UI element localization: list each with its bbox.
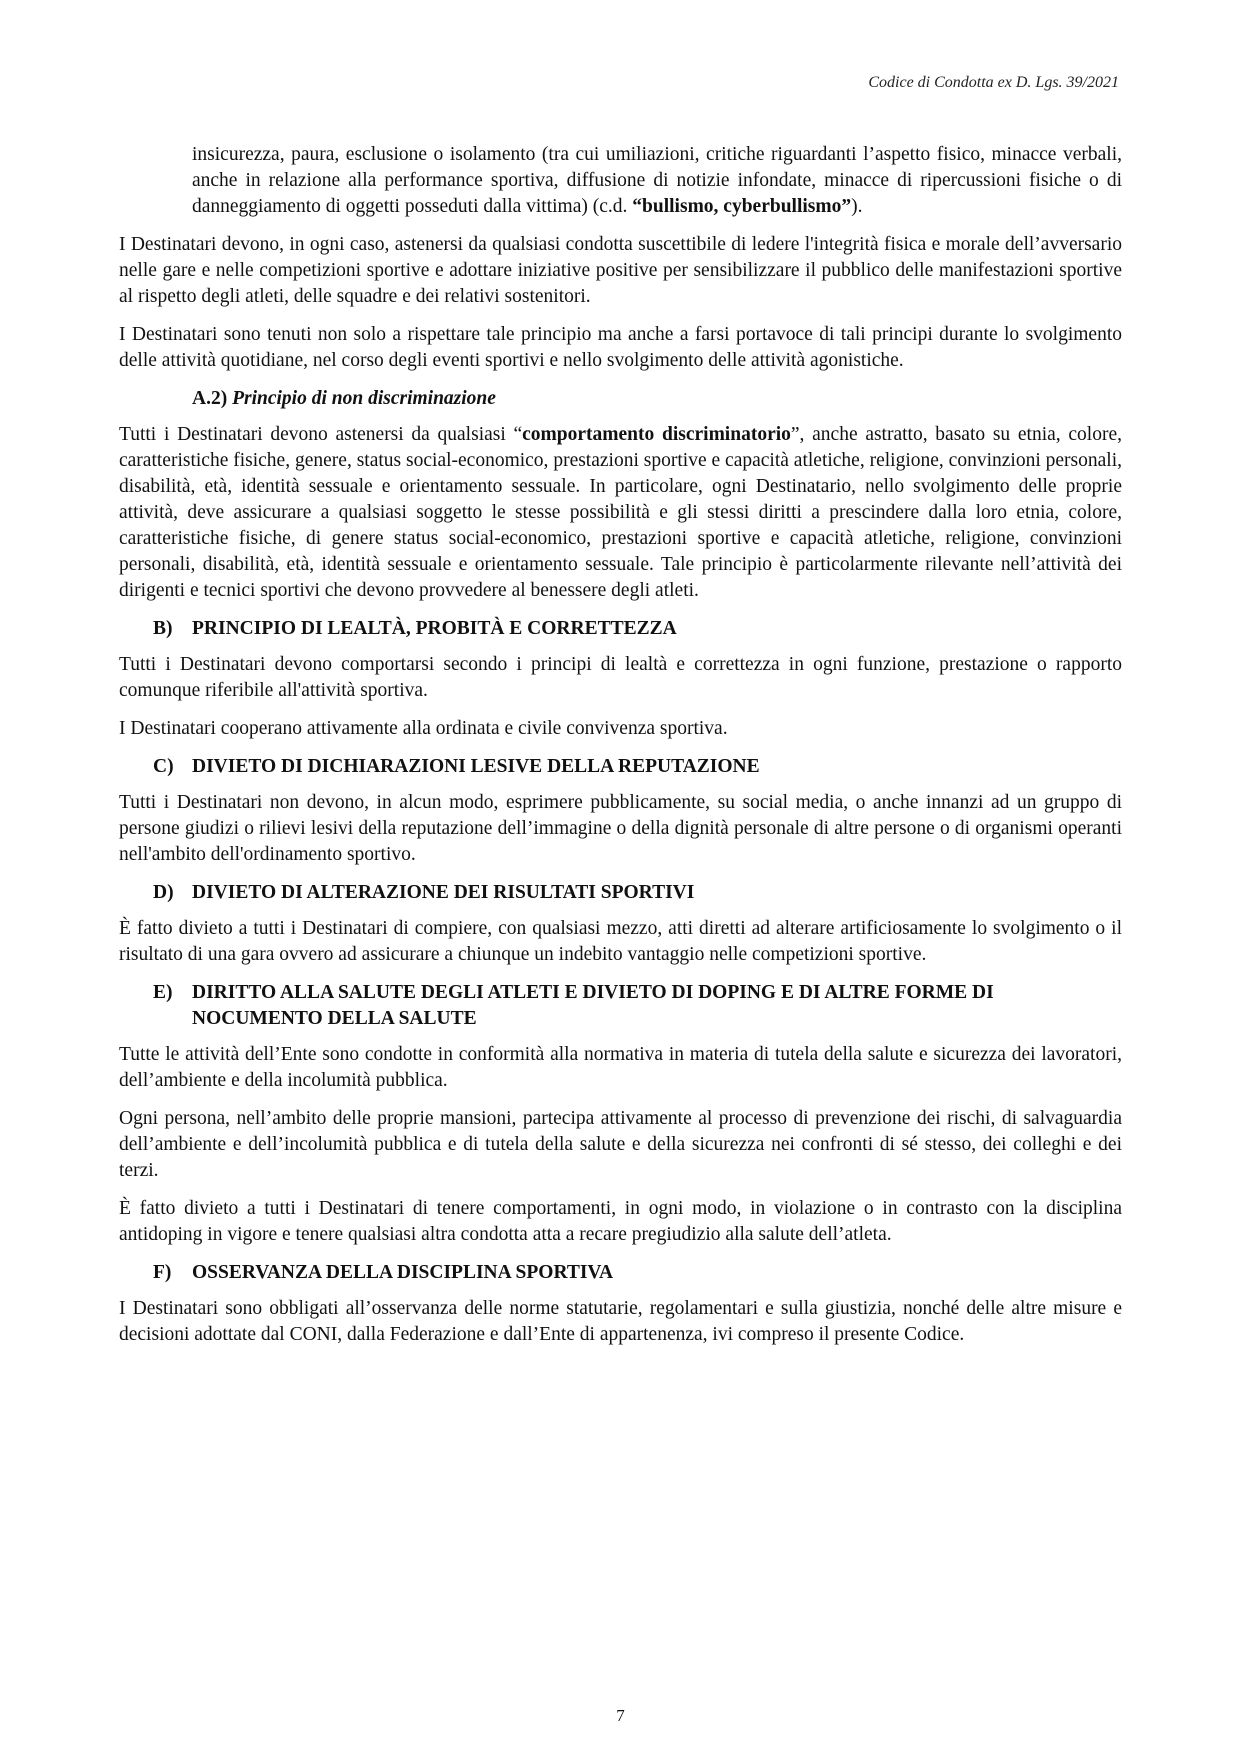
paragraph: Tutti i Destinatari devono astenersi da qualsiasi “comportamento discriminatorio”, anche astratto, basato su etnia, colore, caratteristiche fisiche, genere, status social-economico, prestazioni sportive e capacità atletiche, religione, convinzioni personali, disabilità, età, identità sessuale e orientamento sessuale. In particolare, ogni Destinatario, nello svolgimento delle proprie attività, deve assicurare a qualsiasi soggetto le stesse possibilità e gli stessi diritti a prescindere dalla loro etnia, colore, caratteristiche fisiche, di genere status social-economico, prestazioni sportive e capacità atletiche, religione, convinzioni personali, disabilità, età, identità sessuale e orientamento sessuale. Tale principio è particolarmente rilevante nell’attività dei dirigenti e tecnici sportivi che devono provvedere al benessere degli atleti. (119, 424, 1122, 601)
bullying-term: “bullismo, cyberbullismo” (632, 196, 852, 217)
section-title: PRINCIPIO DI LEALTÀ, PROBITÀ E CORRETTEZZA (192, 618, 677, 639)
discrimination-term: comportamento discriminatorio (522, 424, 791, 445)
section-title: DIRITTO ALLA SALUTE DEGLI ATLETI E DIVIETO DI DOPING E DI ALTRE FORME DI NOCUMENTO DELLA SALUTE (192, 982, 994, 1029)
continued-list-item: insicurezza, paura, esclusione o isolamento (tra cui umiliazioni, critiche riguardanti l’aspetto fisico, minacce verbali, anche in relazione alla performance sportiva, diffusione di notizie infondate, minacce di ripercussioni fisiche o di danneggiamento di oggetti posseduti dalla vittima) (c.d. “bullismo, cyberbullismo”). (192, 144, 1122, 217)
section-letter: F) (153, 1262, 172, 1283)
section-title: OSSERVANZA DELLA DISCIPLINA SPORTIVA (192, 1262, 614, 1283)
running-header: Codice di Condotta ex D. Lgs. 39/2021 (868, 74, 1119, 91)
section-letter: E) (153, 982, 173, 1003)
paragraph: Tutti i Destinatari non devono, in alcun modo, esprimere pubblicamente, su social media, o anche innanzi ad un gruppo di persone giudizi o rilievi lesivi della reputazione dell’immagine o della dignità personale di altre persone o di organismi operanti nell'ambito dell'ordinamento sportivo. (119, 792, 1122, 865)
page-number: 7 (616, 1706, 625, 1725)
subsection-heading-a2: A.2) Principio di non discriminazione (192, 388, 496, 409)
paragraph: I Destinatari cooperano attivamente alla ordinata e civile convivenza sportiva. (119, 718, 728, 739)
section-title: DIVIETO DI DICHIARAZIONI LESIVE DELLA REPUTAZIONE (192, 756, 760, 777)
paragraph: È fatto divieto a tutti i Destinatari di compiere, con qualsiasi mezzo, atti diretti ad alterare artificiosamente lo svolgimento o il risultato di una gara ovvero ad assicurare a chiunque un indebito vantaggio nelle competizioni sportive. (119, 918, 1122, 965)
section-heading (153, 754, 1122, 780)
section-heading (153, 980, 1122, 1032)
paragraph: Tutti i Destinatari devono comportarsi secondo i principi di lealtà e correttezza in ogni funzione, prestazione o rapporto comunque riferibile all'attività sportiva. (119, 654, 1122, 701)
paragraph: I Destinatari sono obbligati all’osservanza delle norme statutarie, regolamentari e sulla giustizia, nonché delle altre misure e decisioni adottate dal CONI, dalla Federazione e dall’Ente di appartenenza, ivi compreso il presente Codice. (119, 1298, 1122, 1345)
paragraph: I Destinatari devono, in ogni caso, astenersi da qualsiasi condotta suscettibile di ledere l'integrità fisica e morale dell’avversario nelle gare e nelle competizioni sportive e adottare iniziative positive per sensibilizzare il pubblico delle manifestazioni sportive al rispetto degli atleti, delle squadre e dei relativi sostenitori. (119, 234, 1122, 307)
section-letter: B) (153, 618, 173, 639)
section-heading (153, 616, 1122, 642)
paragraph: È fatto divieto a tutti i Destinatari di tenere comportamenti, in ogni modo, in violazione o in contrasto con la disciplina antidoping in vigore e tenere qualsiasi altra condotta atta a recare pregiudizio alla salute dell’atleta. (119, 1198, 1122, 1245)
section-letter: C) (153, 756, 174, 777)
sections-container (119, 616, 1122, 1348)
paragraph: Ogni persona, nell’ambito delle proprie mansioni, partecipa attivamente al processo di prevenzione dei rischi, di salvaguardia dell’ambiente e dell’incolumità pubblica e di tutela della salute e della sicurezza nei confronti di sé stesso, dei colleghi e dei terzi. (119, 1108, 1122, 1181)
document-body (119, 142, 1122, 1360)
section-letter: D) (153, 882, 174, 903)
section-heading (153, 880, 1122, 906)
section-title: DIVIETO DI ALTERAZIONE DEI RISULTATI SPORTIVI (192, 882, 695, 903)
section-heading (153, 1260, 1122, 1286)
paragraph: I Destinatari sono tenuti non solo a rispettare tale principio ma anche a farsi portavoce di tali principi durante lo svolgimento delle attività quotidiane, nel corso degli eventi sportivi e nello svolgimento delle attività agonistiche. (119, 324, 1122, 371)
paragraph: Tutte le attività dell’Ente sono condotte in conformità alla normativa in materia di tutela della salute e sicurezza dei lavoratori, dell’ambiente e della incolumità pubblica. (119, 1044, 1122, 1091)
